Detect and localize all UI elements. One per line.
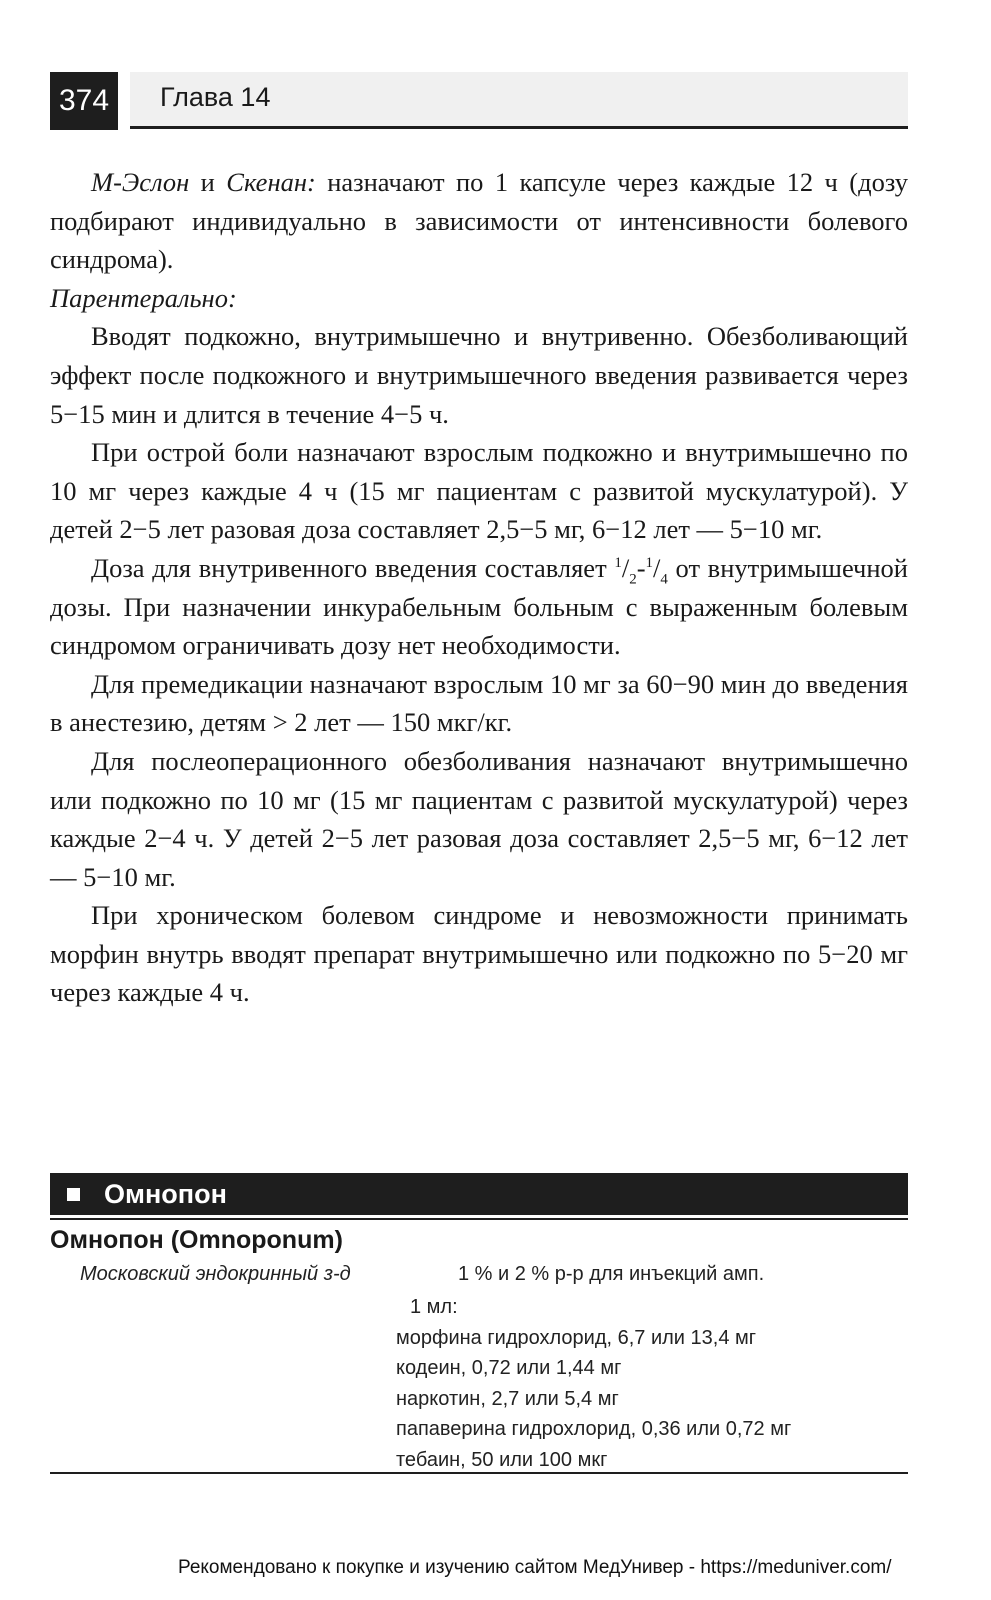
entry-divider <box>50 1472 908 1474</box>
drug-name-skenan: Скенан: <box>226 167 316 197</box>
section-heading-omnopon <box>50 1173 908 1215</box>
composition-item: кодеин, 0,72 или 1,44 мг <box>396 1357 622 1379</box>
section-title: Омнопон <box>104 1178 227 1209</box>
composition-item: тебаин, 50 или 100 мкг <box>396 1448 608 1471</box>
ampoule-volume: 1 мл: <box>410 1296 458 1318</box>
square-bullet-icon <box>67 1188 80 1201</box>
paragraph-premedication: Для премедикации назначают взрослым 10 мг за 60−90 мин до введения в анестезию, детям > 2 лет — 150 мкг/кг. <box>50 668 908 738</box>
page-number: 374 <box>50 72 118 130</box>
paragraph-chronic-pain: При хроническом болевом синдроме и невозможности принимать морфин внутрь вводят препарат внутримышечно или подкожно по 5−20 мг через каждые 4 ч. <box>50 900 908 1008</box>
paragraph-iv-dose: Доза для внутривенного введения составляет $^1/_2-^1/_4$ от внутримышечной дозы. При назначении инкурабельным больным с выраженным болевым синдромом ограничивать дозу нет необходимости. <box>50 552 908 661</box>
manufacturer: Московский эндокринный з-д <box>80 1263 351 1285</box>
composition-list <box>396 1292 791 1475</box>
composition-item: наркотин, 2,7 или 5,4 мг <box>396 1387 619 1410</box>
paragraph-administration: Вводят подкожно, внутримышечно и внутривенно. Обезболивающий эффект после подкожного и внутримышечного введения развивается через 5−15 мин и длится в течение 4−5 ч. <box>50 321 908 429</box>
body-text <box>50 163 908 1012</box>
paragraph-postoperative: Для послеоперационного обезболивания назначают внутримышечно или подкожно по 10 мг (15 мг пациентам с развитой мускулатурой) через каждые 2−4 ч. У детей 2−5 лет разовая доза составляет 2,5−5 мг, 6−12 лет — 5−10 мг. <box>50 745 908 892</box>
paragraph-acute-pain: При острой боли назначают взрослым подкожно и внутримышечно по 10 мг через каждые 4 ч (15 мг пациентам с развитой мускулатурой). У детей 2−5 лет разовая доза составляет 2,5−5 мг, 6−12 лет — 5−10 мг. <box>50 437 908 545</box>
running-header <box>130 72 908 129</box>
drug-entry-name: Омнопон (Omnoponum) <box>50 1226 343 1254</box>
section-divider <box>50 1218 908 1220</box>
composition-item: морфина гидрохлорид, 6,7 или 13,4 мг <box>396 1326 757 1349</box>
subheading-parenteral: Парентерально: <box>50 282 237 313</box>
composition-item: папаверина гидрохлорид, 0,36 или 0,72 мг <box>396 1418 792 1440</box>
dosage-form: 1 % и 2 % р-р для инъекций амп. <box>458 1263 765 1285</box>
footer-recommendation: Рекомендовано к покупке и изучению сайтом МедУнивер - https://meduniver.com/ <box>178 1557 892 1578</box>
chapter-title: Глава 14 <box>160 82 271 112</box>
paragraph-release-forms: М-Эслон и Скенан: назначают по 1 капсуле через каждые 12 ч (дозу подбирают индивидуально в зависимости от интенсивности болевого синдрома). <box>50 167 908 275</box>
drug-name-m-eslon: М-Эслон <box>91 167 190 197</box>
